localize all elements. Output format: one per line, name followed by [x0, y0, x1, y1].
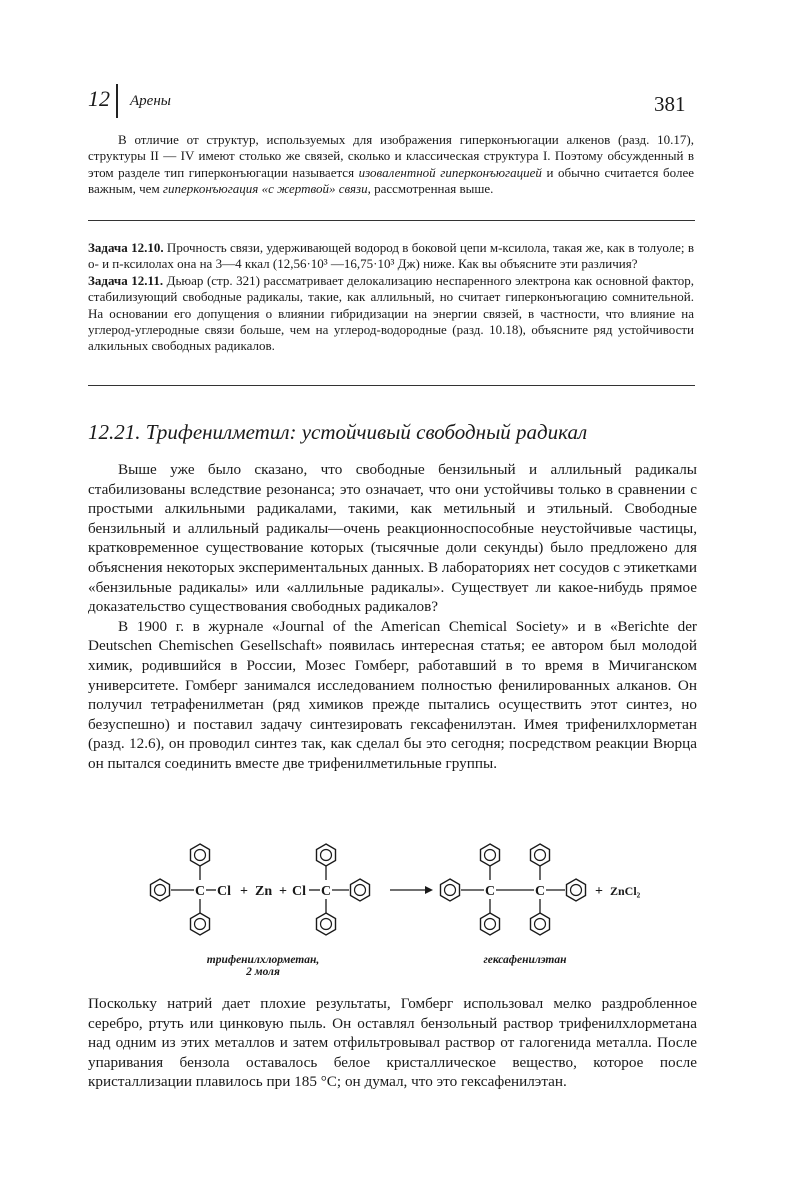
task-text: Прочность связи, удерживающей водород в боковой цепи м-ксилола, такая же, как в толуоле; в о- и п-ксилолах она на 3—4 ккал (12,56·10³ —16,75·10³ Дж) ниже. Как вы объясните эти различия?: [88, 240, 694, 272]
header-divider: [116, 84, 118, 118]
task-label: Задача 12.11.: [88, 272, 164, 288]
chapter-title: Арены: [130, 93, 171, 109]
intro-paragraph: [88, 132, 694, 198]
carbon-atom: C: [485, 884, 496, 899]
paragraph-1: Выше уже было сказано, что свободные бензильный и аллильный радикалы стабилизованы вследствие резонанса; это означает, что они устойчивы только в сравнении с простыми алкильными радикалами, такими, как метильный и этильный. Свободные бензильный и аллильный радикалы—очень реакционноспособные неустойчивые частицы, кратковременное существование которых (тысячные доли секунды) было предложено для объяснения некоторых экспериментальных данных. В лабораториях нет сосудов с этикетками «бензильные радикалы» или «аллильные радикалы». Существует ли какое-нибудь прямое доказательство существования свободных радикалов?: [88, 461, 697, 616]
intro-mid: и обычно считается более важным, чем: [88, 164, 694, 197]
intro-end: , рассмотренная выше.: [367, 181, 494, 197]
zinc-chloride: ZnCl₂: [610, 884, 641, 898]
paragraph-2: В 1900 г. в журнале «Journal of the American Chemical Society» и в «Berichte der Deutschen Chemischen Gesellschaft» появилась интересная статья; ее автором был молодой химик, родившийся в России, Мозес Гомберг, работавший в то время в Мичиганском университете. Гомберг занимался исследованием полностью фенилированных алканов. Он получил тетрафенилметан (ряд химиков прежде пытались осуществить этот синтез, но безуспешно) и поставил задачу синтезировать гексафенилэтан. Имея трифенилхлорметан (разд. 12.6), он проводил синтез так, как сделал бы это сегодня; посредством реакции Вюрца он пытался соединить вместе две трифенилметильные группы.: [88, 617, 697, 772]
task-12-10: [88, 240, 694, 273]
carbon-atom: C: [321, 884, 332, 899]
product-label: гексафенилэтан: [483, 954, 567, 966]
chapter-number: 12: [88, 86, 110, 111]
phenyl-ring-bottom: [191, 913, 210, 935]
task-12-11: [88, 273, 694, 355]
reactant-amount: 2 моля: [246, 966, 280, 978]
rule-top: [88, 220, 695, 221]
chlorine-atom: Cl: [217, 884, 231, 899]
body-text: [88, 460, 697, 774]
section-title: 12.21. Трифенилметил: устойчивый свободный радикал: [88, 420, 588, 444]
intro-term-isovalent: изовалентной гиперконъюгацией: [358, 164, 542, 180]
page-number: 381: [654, 92, 686, 116]
intro-term-sacrificial: гиперконъюгация «с жертвой» связи: [162, 181, 368, 197]
intro-text: В отличие от структур, используемых для изображения гиперконъюгации алкенов (разд. 10.17), структуры II — IV имеют столько же связей, сколько и классическая структура I. Поэтому обсужденный в этом разделе тип гиперконъюгации называется: [88, 132, 694, 180]
rule-bottom: [88, 385, 695, 386]
plus-sign: +: [595, 884, 603, 899]
phenyl-ring-top: [191, 844, 210, 866]
phenyl-ring-left: [151, 879, 170, 901]
carbon-atom: C: [195, 884, 206, 899]
wurtz-reaction-scheme: [140, 835, 660, 955]
final-text: [88, 994, 697, 1092]
reactant-name: трифенилхлорметан,: [206, 954, 320, 966]
reactant-label: [188, 954, 338, 978]
task-label: Задача 12.10.: [88, 240, 164, 255]
plus-sign: +: [240, 884, 248, 899]
task-text: Дьюар (стр. 321) рассматривает делокализацию неспаренного электрона как основной фактор, стабилизующий свободные радикалы, такие, как аллильный, но считает гиперконъюгацию сомнительной. На основании его допущения о влиянии гибридизации на энергии связей, в частности, что влияние на углерод-углеродные связи больше, чем на углерод-водородные (разд. 10.18), объясните ряд устойчивости алкильных свободных радикалов.: [88, 272, 694, 354]
plus-sign: +: [279, 884, 287, 899]
tasks-block: [88, 240, 694, 355]
carbon-atom: C: [535, 884, 546, 899]
chlorine-atom: Cl: [292, 884, 306, 899]
zinc: Zn: [255, 884, 273, 899]
paragraph-3: Поскольку натрий дает плохие результаты, Гомберг использовал мелко раздробленное серебро, ртуть или цинковую пыль. Он оставлял бензольный раствор трифенилхлорметана над одним из этих металлов и затем отфильтровывал раствор от галогенида металла. После упаривания бензола оставалось белое кристаллическое вещество, которое после кристаллизации плавилось при 185 °С; он думал, что это гексафенилэтан.: [88, 995, 697, 1091]
